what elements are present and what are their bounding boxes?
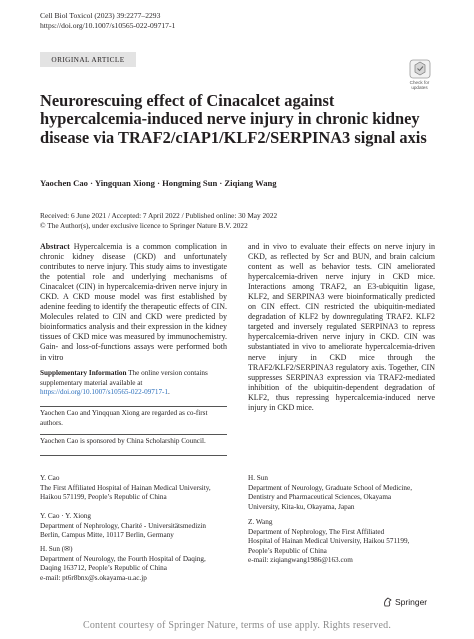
- email-sun[interactable]: e-mail: pt6r8bnx@s.okayama-u.ac.jp: [40, 573, 147, 582]
- abstract-heading: Abstract: [40, 242, 70, 251]
- publication-dates: [40, 211, 435, 230]
- abstract-right-column: [248, 242, 435, 413]
- email-wang[interactable]: e-mail: ziqiangwang1986@163.com: [248, 556, 353, 565]
- author-list: Yaochen Cao · Yingquan Xiong · Hongming Sun · Ziqiang Wang: [40, 178, 277, 188]
- sponsor-note: Yaochen Cao is sponsored by China Scholarship Council.: [40, 437, 206, 445]
- footnote-divider: [40, 455, 227, 456]
- abstract-text-left: Hypercalcemia is a common complication in chronic kidney disease (CKD) and unfortunately contributes to nerve injury. This study aims to investigate the potential role and underlying mechanisms of Cinacalcet (CIN) in hypercalcemia-driven nerve injury in CKD. A CKD mouse model was first established by adenine feeding to identify the therapeutic effects of CIN. Molecules related to CIN and CKD were predicted by bioinformatics analysis and their expression in the kidney tissues of CKD mice was measured by immunochemistry. Gain- and loss-of-functions assays were performed both in vitro: [40, 242, 227, 362]
- copyright-line: © The Author(s), under exclusive licence to Springer Nature B.V. 2022: [40, 220, 248, 230]
- springer-wordmark: Springer: [395, 597, 428, 607]
- journal-citation: Cell Biol Toxicol (2023) 39:2277–2293: [40, 11, 161, 20]
- abstract-text-right: and in vivo to evaluate their effects on nerve injury in CKD, as reflected by Scr and BUN, and brain calcium content as well as behavior tests. CIN ameliorated hypercalcemia-driven nerve injury in CKD mice. Interactions among TRAF2, an E3-ubiquitin ligase, KLF2, and SERPINA3 were bioinformatically predicted on CIN effect. CIN restricted the ubiquitin-mediated degradation of KLF2 by downregulating TRAF2. KLF2 targeted and inversely regulated SERPINA3 to repress hypercalcemia-driven nerve injury in CKD. CIN was substantiated in vivo to ameliorate hypercalcemia-driven nerve injury in CKD mice through the TRAF2/KLF2/SERPINA3 regulatory axis. Together, CIN suppresses SERPINA3 expression via TRAF2-mediated inhibition of the ubiquitin-dependent degradation of KLF2, thus repressing hypercalcemia-induced nerve injury in CKD mice.: [248, 242, 435, 412]
- supplementary-text: The online version contains supplementary material available at: [40, 369, 208, 387]
- supplementary-heading: Supplementary Information: [40, 369, 127, 377]
- article-type-label: ORIGINAL ARTICLE: [40, 52, 136, 67]
- footnote-divider: [40, 434, 227, 435]
- courtesy-footer: Content courtesy of Springer Nature, terms of use apply. Rights reserved.: [82, 620, 392, 631]
- affiliation-sun-okayama: H. Sun Department of Neurology, Graduate School of Medicine, Dentistry and Pharmaceutical Sciences, Okayama University, Kita-ku, Okayama, Japan: [248, 474, 412, 511]
- abstract-paragraph: [40, 242, 227, 363]
- co-first-author-note: Yaochen Cao and Yinqquan Xiong are regarded as co-first authors.: [40, 409, 208, 427]
- footnote-divider: [40, 406, 227, 407]
- affiliation-cao-xiong: Y. Cao · Y. Xiong Department of Nephrology, Charité - Universitätsmedizin Berlin, Campus Mitte, 10117 Berlin, Germany: [40, 512, 206, 540]
- abstract-left-column: [40, 242, 227, 363]
- springer-horse-icon: [383, 597, 392, 607]
- affiliation-sun-daqing: H. Sun (✉) Department of Neurology, the Fourth Hospital of Daqing, Daqing 163712, People’s Republic of China e-mail: pt6r8bnx@s.okayama-u.ac.jp: [40, 545, 230, 583]
- check-updates-text: Check for updates: [409, 80, 430, 90]
- doi-line[interactable]: https://doi.org/10.1007/s10565-022-09717-1: [40, 21, 176, 30]
- affiliation-wang: Z. Wang Department of Nephrology, The First Affiliated Hospital of Hainan Medical University, Haikou 571199, People’s Republic of China e-mail: ziqiangwang1986@163.com: [248, 518, 438, 566]
- supplementary-link[interactable]: https://doi.org/10.1007/s10565-022-09717-1: [40, 388, 169, 397]
- journal-header: [40, 11, 175, 31]
- check-updates-icon: [409, 59, 431, 79]
- affiliation-cao: Y. Cao The First Affiliated Hospital of Hainan Medical University, Haikou 571199, People’s Republic of China: [40, 474, 211, 502]
- history-dates: Received: 6 June 2021 / Accepted: 7 April 2022 / Published online: 30 May 2022: [40, 211, 278, 220]
- article-title: Neurorescuing effect of Cinacalcet against hypercalcemia-induced nerve injury in chronic kidney disease via TRAF2/cIAP1/KLF2/SERPINA3 signal axis: [40, 91, 427, 147]
- check-for-updates-badge[interactable]: [404, 59, 435, 91]
- supplementary-information: Supplementary Information The online version contains supplementary material available at https://doi.org/10.1007/s10565-022-09717-1.: [40, 369, 208, 397]
- springer-logo: [383, 597, 427, 607]
